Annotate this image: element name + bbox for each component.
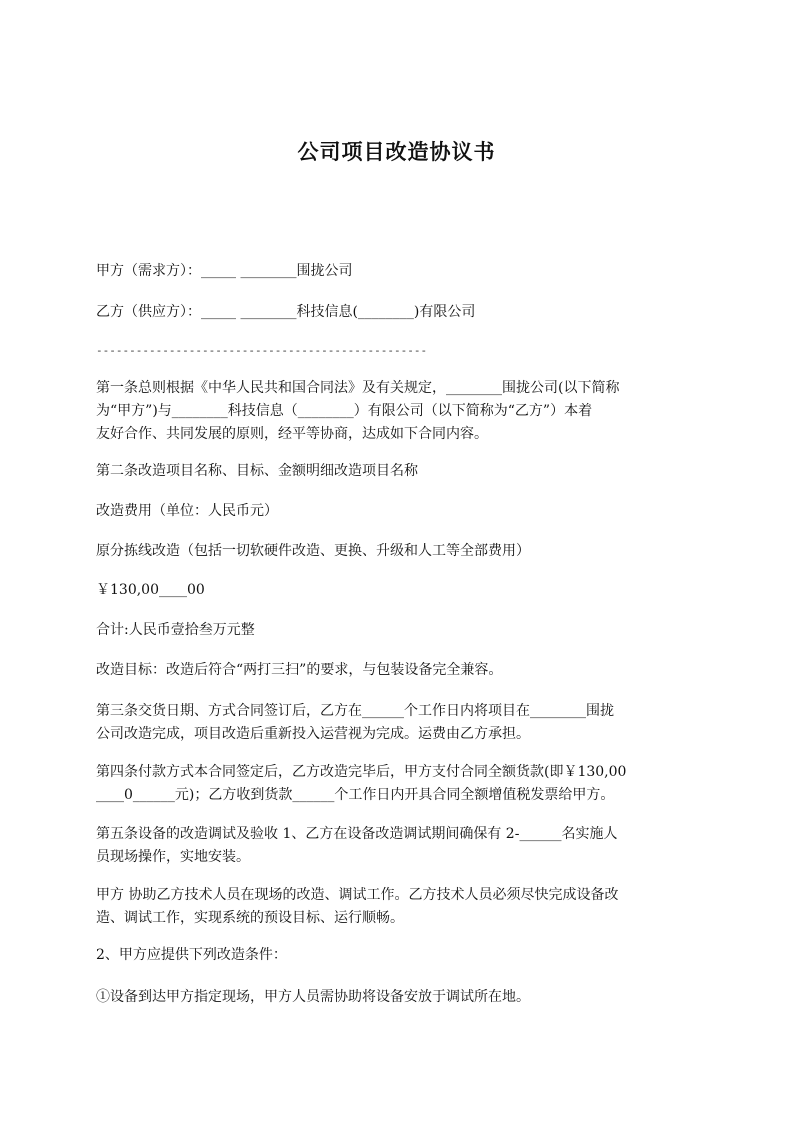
dashed-divider: -------------------------------------------------- — [96, 344, 428, 357]
party-a-duty-line1: 甲方 协助乙方技术人员在现场的改造、调试工作。乙方技术人员必须尽快完成设备改 — [96, 887, 619, 903]
article4-line2: ____0______元)；乙方收到货款______个工作日内开具合同全额增值税发票给甲方。 — [96, 787, 615, 803]
article4-line1: 第四条付款方式本合同签定后，乙方改造完毕后，甲方支付合同全额货款(即￥130,00 — [96, 764, 627, 780]
party-a-duty-line2: 造、调试工作，实现系统的预设目标、运行顺畅。 — [96, 910, 404, 926]
goal-line: 改造目标：改造后符合“两打三扫”的要求，与包装设备完全兼容。 — [96, 662, 503, 678]
article5-line1: 第五条设备的改造调试及验收 1、乙方在设备改造调试期间确保有 2-______名实施人 — [96, 826, 618, 842]
party-b-line: 乙方（供应方）：_____ ________科技信息(________)有限公司 — [96, 304, 476, 320]
clause2-item1: ①设备到达甲方指定现场，甲方人员需协助将设备安放于调试所在地。 — [96, 989, 530, 1005]
article1-line3: 友好合作、共同发展的原则，经平等协商，达成如下合同内容。 — [96, 426, 488, 442]
article1-line2: 为“甲方”)与________科技信息（________）有限公司（以下简称为“乙方”）本着 — [96, 403, 593, 419]
total-line: 合计:人民币壹拾叁万元整 — [96, 622, 255, 638]
item-description: 原分拣线改造（包括一切软硬件改造、更换、升级和人工等全部费用） — [96, 543, 530, 559]
clause2-heading: 2、甲方应提供下列改造条件： — [96, 947, 287, 963]
fee-unit-line: 改造费用（单位：人民币元） — [96, 503, 278, 519]
article2-heading: 第二条改造项目名称、目标、金额明细改造项目名称 — [96, 463, 418, 479]
document-title: 公司项目改造协议书 — [297, 140, 496, 164]
article1-line1: 第一条总则根据《中华人民共和国合同法》及有关规定，________围拢公司(以下简称 — [96, 380, 620, 396]
article3-line2: 公司改造完成，项目改造后重新投入运营视为完成。运费由乙方承担。 — [96, 726, 530, 742]
party-a-line: 甲方（需求方）：_____ ________围拢公司 — [96, 263, 353, 279]
article5-line2: 员现场操作，实地安装。 — [96, 849, 250, 865]
amount-line: ￥130,00____00 — [96, 582, 205, 598]
article3-line1: 第三条交货日期、方式合同签订后，乙方在______个工作日内将项目在________围拢 — [96, 703, 614, 719]
